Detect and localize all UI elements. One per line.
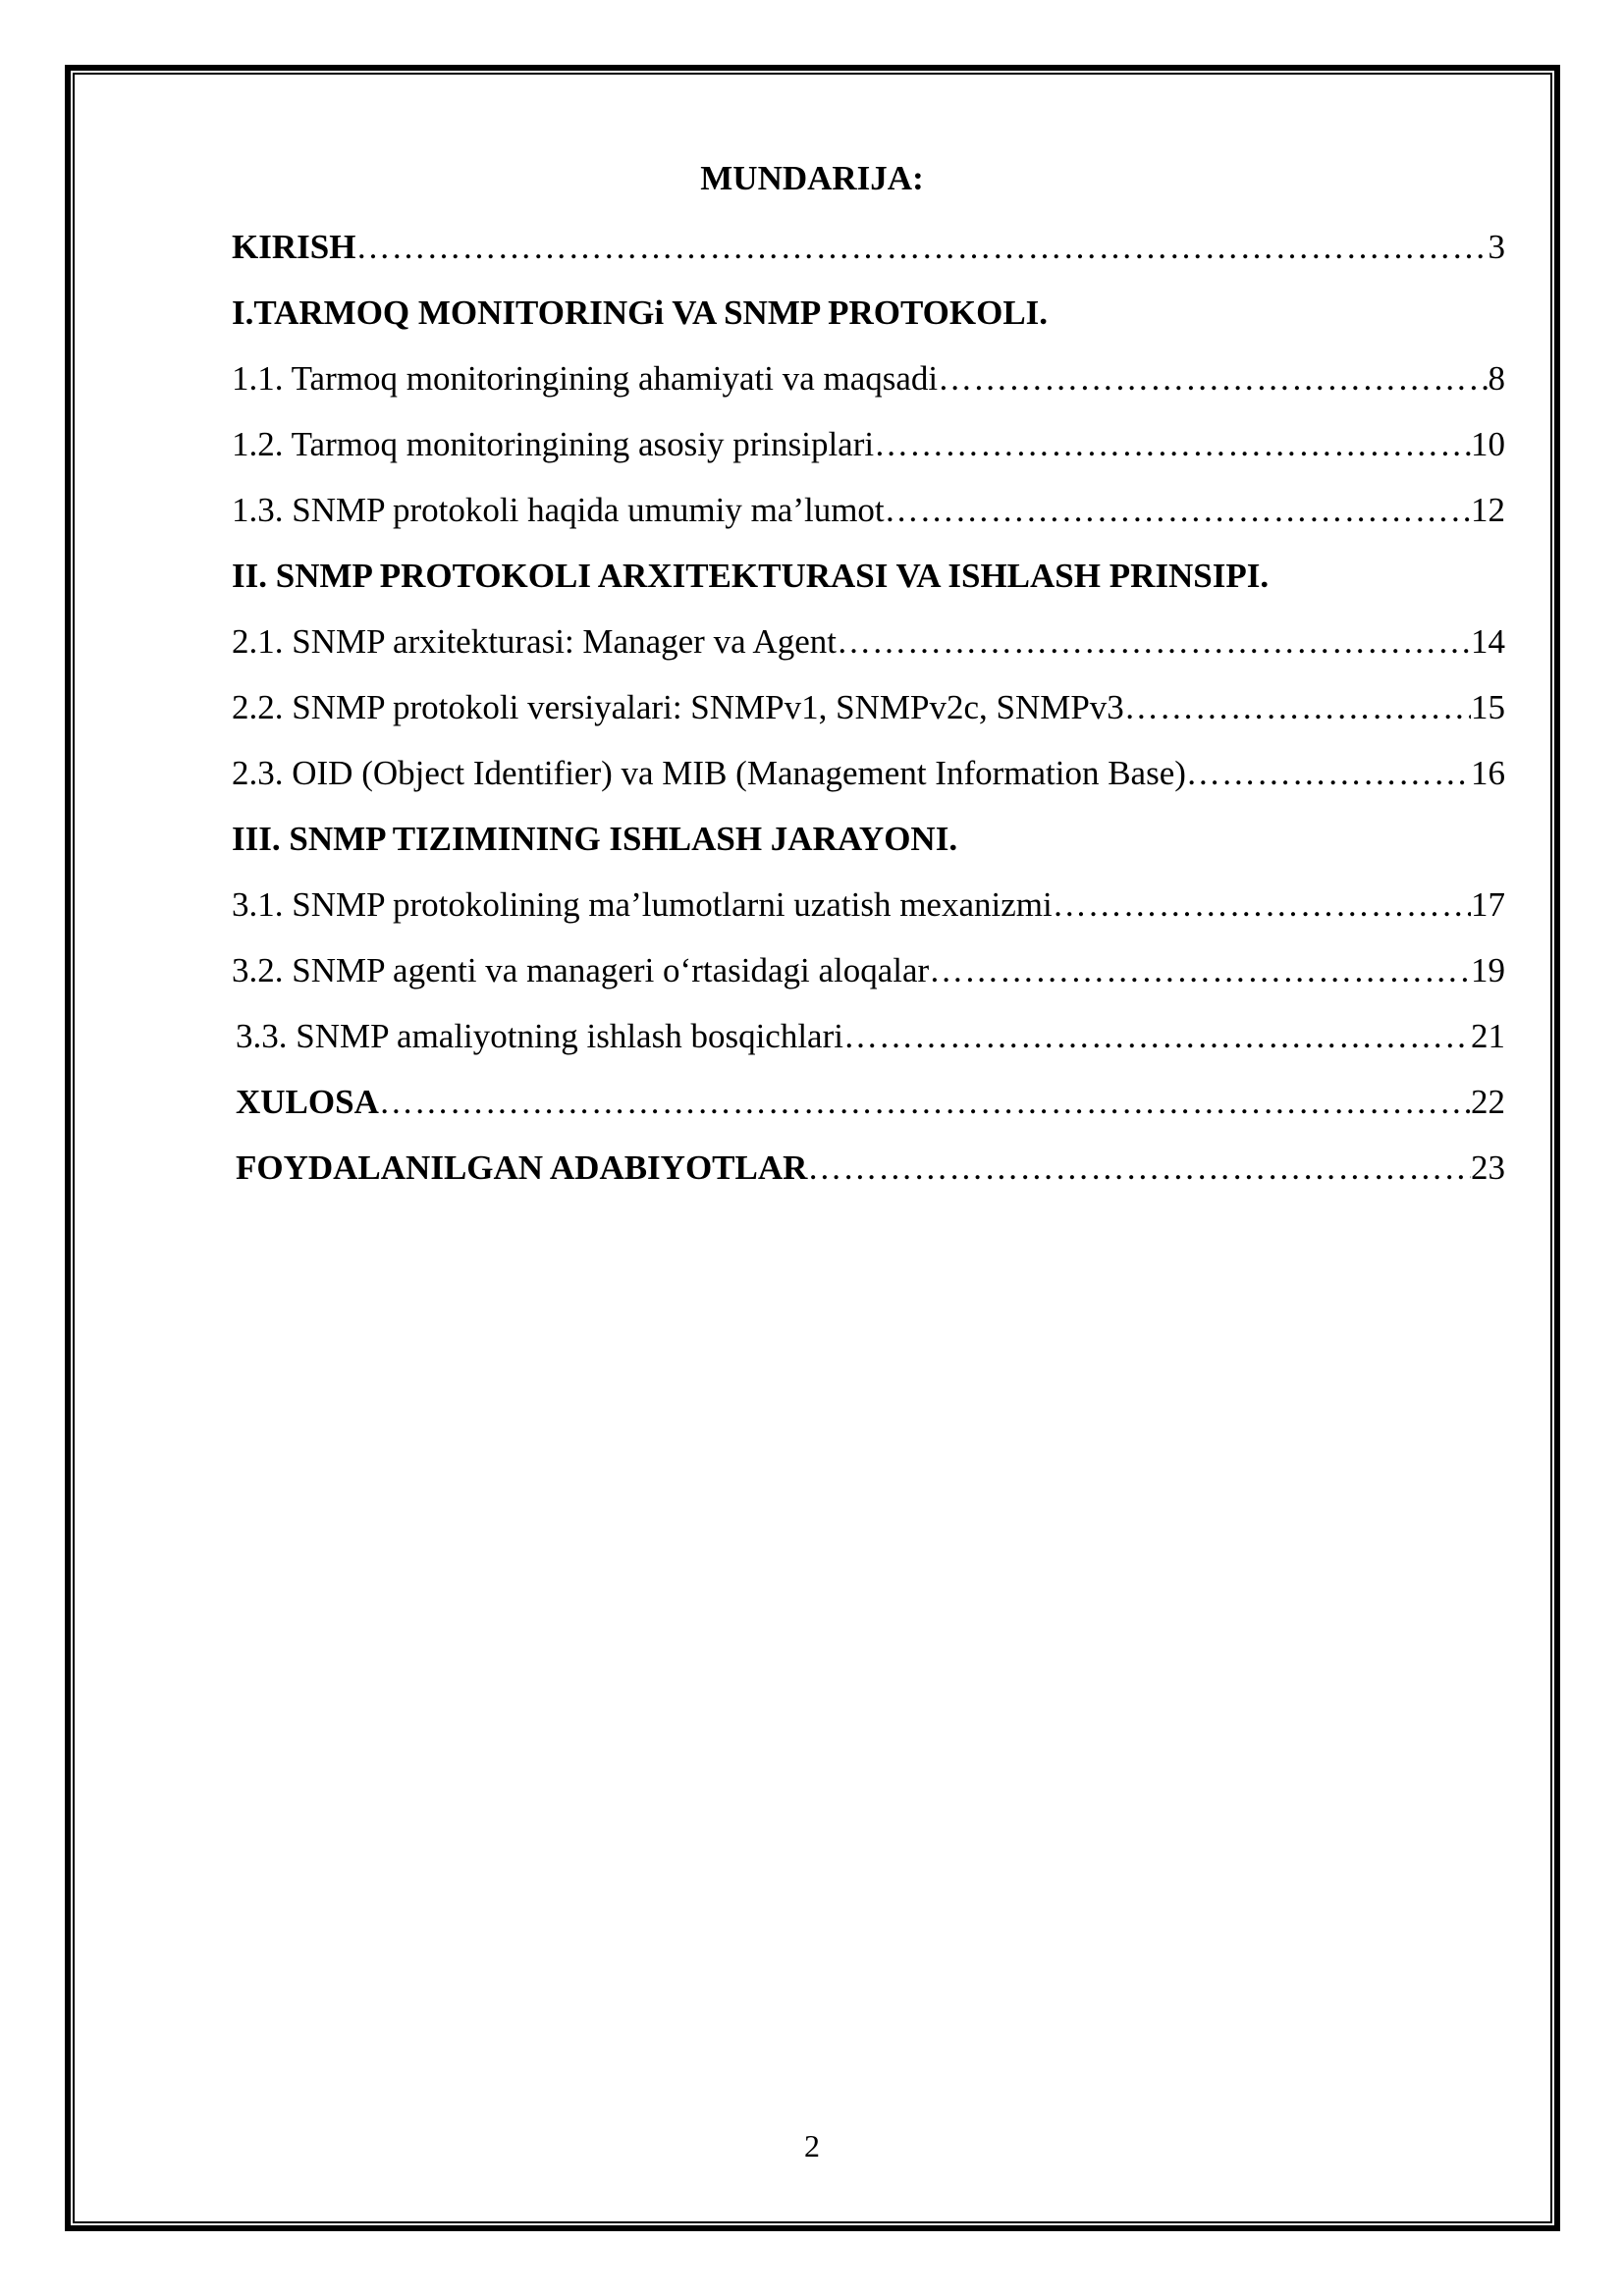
table-of-contents [232, 214, 1505, 1201]
toc-leader-dots [807, 1135, 1471, 1201]
toc-entry-title: 1.1. Tarmoq monitoringining ahamiyati va maqsadi [232, 359, 939, 398]
toc-entry-xulosa[interactable] [232, 1069, 1505, 1135]
toc-entry-title: 3.2. SNMP agenti va manageri o‘rtasidagi aloqalar [232, 951, 930, 989]
toc-entry-page: 23 [1471, 1148, 1505, 1187]
toc-leader-dots [874, 411, 1471, 477]
toc-leader-dots [837, 609, 1471, 674]
toc-entry-page: 10 [1471, 425, 1505, 463]
toc-section-3[interactable]: III. SNMP TIZIMINING ISHLASH JARAYONI. [232, 820, 958, 858]
toc-heading: MUNDARIJA: [700, 159, 924, 197]
toc-entry-page: 17 [1471, 885, 1505, 924]
toc-entry-page: 12 [1471, 491, 1505, 529]
toc-entry-3-3[interactable] [232, 1003, 1505, 1069]
toc-leader-dots [1053, 872, 1471, 937]
toc-leader-dots [355, 214, 1488, 280]
toc-entry-title: KIRISH [232, 228, 356, 266]
toc-entry-kirish[interactable] [232, 214, 1505, 280]
toc-entry-title: FOYDALANILGAN ADABIYOTLAR [236, 1148, 808, 1187]
toc-entry-page: 19 [1471, 951, 1505, 989]
toc-leader-dots [843, 1003, 1471, 1069]
toc-entry-page: 8 [1488, 359, 1505, 398]
page-number: 2 [804, 2128, 820, 2163]
toc-entry-page: 14 [1471, 622, 1505, 661]
toc-entry-page: 21 [1471, 1017, 1505, 1055]
toc-entry-title: 1.2. Tarmoq monitoringining asosiy prinsiplari [232, 425, 875, 463]
toc-leader-dots [379, 1069, 1471, 1135]
toc-entry-2-2[interactable] [232, 674, 1505, 740]
toc-entry-2-3[interactable] [232, 740, 1505, 806]
toc-entry-1-1[interactable] [232, 346, 1505, 411]
toc-leader-dots [929, 937, 1471, 1003]
toc-entry-title: 1.3. SNMP protokoli haqida umumiy ma’lumot [232, 491, 885, 529]
toc-entry-page: 3 [1488, 228, 1505, 266]
toc-entry-page: 16 [1471, 754, 1505, 792]
toc-entry-title: 3.3. SNMP amaliyotning ishlash bosqichlari [236, 1017, 843, 1055]
toc-entry-title: XULOSA [236, 1083, 379, 1121]
toc-entry-title: 2.3. OID (Object Identifier) va MIB (Management Information Base) [232, 754, 1186, 792]
toc-entry-3-1[interactable] [232, 872, 1505, 937]
toc-entry-1-2[interactable] [232, 411, 1505, 477]
toc-entry-3-2[interactable] [232, 937, 1505, 1003]
toc-section-2[interactable]: II. SNMP PROTOKOLI ARXITEKTURASI VA ISHLASH PRINSIPI. [232, 557, 1270, 595]
toc-leader-dots [1186, 740, 1471, 806]
toc-entry-2-1[interactable] [232, 609, 1505, 674]
toc-entry-page: 15 [1471, 688, 1505, 726]
toc-leader-dots [885, 477, 1471, 543]
toc-leader-dots [1124, 674, 1471, 740]
toc-leader-dots [938, 346, 1488, 411]
toc-entry-title: 2.1. SNMP arxitekturasi: Manager va Agent [232, 622, 837, 661]
toc-entry-title: 3.1. SNMP protokolining ma’lumotlarni uzatish mexanizmi [232, 885, 1053, 924]
toc-entry-title: 2.2. SNMP protokoli versiyalari: SNMPv1, SNMPv2c, SNMPv3 [232, 688, 1124, 726]
toc-entry-page: 22 [1471, 1083, 1505, 1121]
toc-entry-references[interactable] [232, 1135, 1505, 1201]
toc-section-1[interactable]: I.TARMOQ MONITORINGi VA SNMP PROTOKOLI. [232, 294, 1049, 332]
toc-entry-1-3[interactable] [232, 477, 1505, 543]
